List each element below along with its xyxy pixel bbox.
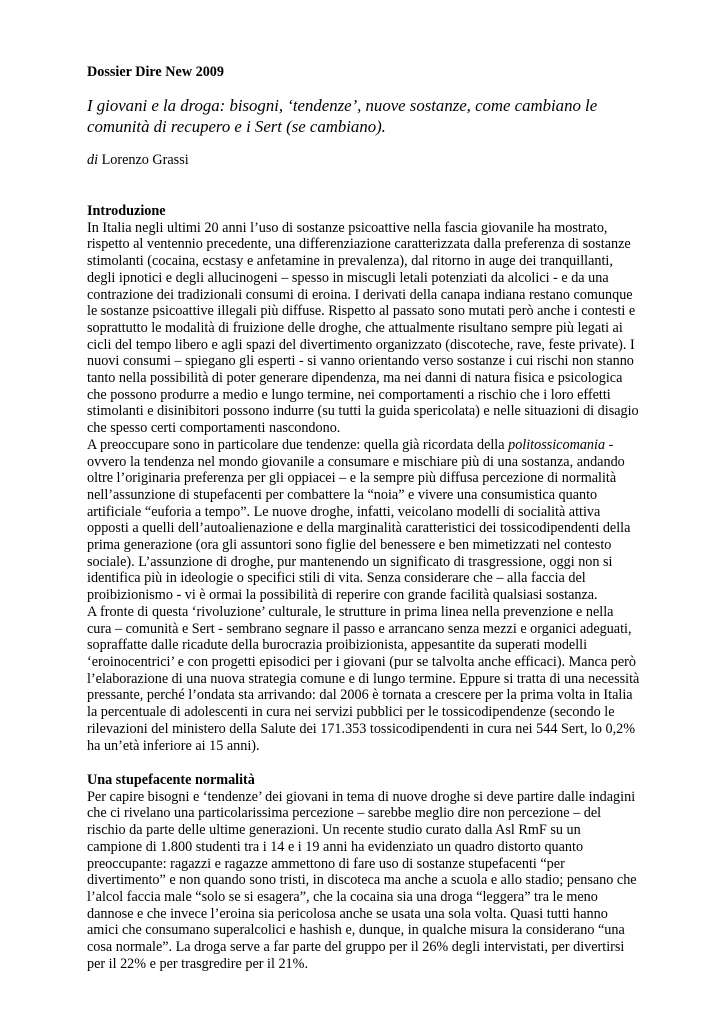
text-run: A fronte di questa ‘rivoluzione’ culturale, le strutture in prima linea nella prevenzione e nella	[87, 603, 614, 620]
text-line	[87, 956, 637, 973]
text-line	[87, 270, 639, 287]
text-line	[87, 537, 639, 554]
text-run: che possono produrre a medio e lungo termine, nei comportamenti a rischio che i loro effetti	[87, 386, 611, 403]
text-line	[87, 520, 639, 537]
text-line	[87, 721, 639, 738]
text-line	[87, 470, 639, 487]
text-run: proibizionismo - vi è ormai la possibilità di reperire con grande facilità qualsiasi sostanza.	[87, 587, 598, 604]
text-line	[87, 220, 639, 237]
text-line	[87, 789, 637, 806]
text-line	[87, 420, 639, 437]
section-heading: Una stupefacente normalità	[87, 772, 255, 788]
text-line	[87, 671, 639, 688]
text-run: Per capire bisogni e ‘tendenze’ dei giovani in tema di nuove droghe si deve partire dalle indagini	[87, 788, 636, 805]
text-line	[87, 403, 639, 420]
text-run: -	[605, 436, 614, 453]
text-run: la percentuale di adolescenti in cura nei servizi pubblici per le tossicodipendenze (secondo le	[87, 704, 615, 721]
text-line	[87, 320, 639, 337]
text-line	[87, 236, 639, 253]
text-run: tanto nella possibilità di poter generare dipendenza, ma nei danni di natura fisica e psicologica	[87, 370, 623, 387]
text-line	[87, 805, 637, 822]
text-run: che ci rivelano una particolarissima percezione – sarebbe meglio dire non percezione – del	[87, 805, 602, 822]
text-line	[87, 687, 639, 704]
text-run: cura – comunità e Sert - sembrano segnare il passo e arrancano senza mezzi e organici adeguati,	[87, 620, 632, 637]
text-run: le sostanze psicoattive illegali più diffuse. Rispetto al passato sono mutati però anche i contesti e	[87, 303, 636, 320]
text-line	[87, 738, 639, 755]
text-run: artificiale “euforia a tempo”. Le nuove droghe, infatti, veicolano modelli di socialità attiva	[87, 503, 601, 520]
text-line	[87, 906, 637, 923]
text-line	[87, 487, 639, 504]
section-body	[87, 220, 639, 755]
byline	[87, 152, 189, 169]
text-run: che spesso certi comportamenti nascondono.	[87, 420, 341, 437]
dossier-label: Dossier Dire New 2009	[87, 64, 224, 80]
text-run: stimolanti e disinibitori possono indurre (su tutti la guida spericolata) e nelle situazioni di disagio	[87, 403, 639, 420]
text-line	[87, 637, 639, 654]
text-line	[87, 822, 637, 839]
text-run: cicli del tempo libero e agli spazi del divertimento organizzato (discoteche, rave, feste private). I	[87, 336, 635, 353]
text-run: rispetto al ventennio precedente, una differenziazione caratterizzata dalla preferenza di sostanze	[87, 236, 631, 253]
text-line	[87, 604, 639, 621]
section-introduction	[87, 203, 639, 754]
text-run: stimolanti (cocaina, ecstasy e anfetamine in prevalenza), dal ritorno in auge dei tranquillanti,	[87, 253, 613, 270]
text-run: preoccupante: ragazzi e ragazze ammettono di fare uso di sostanze stupefacenti “per	[87, 855, 565, 872]
text-run: soprattutto le modalità di fruizione delle droghe, che attualmente risultano sempre più legati ai	[87, 319, 623, 336]
text-run: A preoccupare sono in particolare due tendenze: quella già ricordata della	[87, 436, 509, 453]
text-run: rilevazioni del ministero della Salute dei 171.353 tossicodipendenti in cura nei 544 Sert, lo 0,2%	[87, 720, 636, 737]
byline-prefix: di	[87, 152, 99, 168]
section-stupefacente-normalita	[87, 772, 637, 972]
text-run: cosa normale”. La droga serve a far parte del gruppo per il 26% degli intervistati, per divertirsi	[87, 939, 625, 956]
text-run: ha un’età inferiore ai 15 anni).	[87, 737, 260, 754]
text-line	[87, 454, 639, 471]
title-line: comunità di recupero e i Sert (se cambiano).	[87, 117, 386, 136]
text-line	[87, 872, 637, 889]
text-line	[87, 337, 639, 354]
text-line	[87, 387, 639, 404]
text-run: rischio da parte delle ultime generazioni. Un recente studio curato dalla Asl RmF su un	[87, 822, 581, 839]
text-line	[87, 587, 639, 604]
text-line	[87, 654, 639, 671]
text-run: pressante, perché l’ondata sta arrivando: dal 2006 è tornata a crescere per la prima volta in Italia	[87, 687, 633, 704]
italic-term: politossicomania	[508, 436, 606, 453]
text-run: nuovi consumi – spiegano gli esperti - si vanno orientando verso sostanze i cui rischi non stanno	[87, 353, 634, 370]
text-run: dannose e che invece l’eroina sia pericolosa anche se usata una sola volta. Quasi tutti hanno	[87, 905, 608, 922]
section-body	[87, 789, 637, 973]
text-run: campione di 1.800 studenti tra i 14 e i 19 anni ha evidenziato un quadro distorto quanto	[87, 838, 584, 855]
text-run: sociale). L’assunzione di droghe, pur mantenendo un significato di trasgressione, oggi non si	[87, 553, 613, 570]
section-heading: Introduzione	[87, 203, 166, 219]
article-title	[87, 95, 597, 137]
text-line	[87, 370, 639, 387]
text-line	[87, 839, 637, 856]
text-run: sopraffatte dalle ricadute della burocrazia proibizionista, appesantite da superati modelli	[87, 637, 588, 654]
text-run: nell’assunzione di stupefacenti per combattere la “noia” e vivere una consumistica quanto	[87, 486, 598, 503]
text-run: prima generazione (ora gli assuntori sono figlie del benessere e ben mimetizzati nel contesto	[87, 537, 612, 554]
text-run: l’elaborazione di una nuova strategia comune e di lungo termine. Eppure si tratta di una necessità	[87, 670, 640, 687]
text-run: divertimento” e non quando sono tristi, in discoteca ma anche a scuola e allo stadio; pensano che	[87, 872, 637, 889]
text-run: opposti a quelli dell’autoalienazione e della marginalità caratteristici dei tossicodipendenti della	[87, 520, 631, 537]
text-line	[87, 287, 639, 304]
text-line	[87, 353, 639, 370]
text-run: degli ipnotici e degli allucinogeni – spesso in miscugli letali potenziati da alcolici - e da una	[87, 269, 609, 286]
text-line	[87, 253, 639, 270]
text-line	[87, 939, 637, 956]
text-line	[87, 570, 639, 587]
text-run: contrazione dei tradizionali consumi di eroina. I derivati della canapa indiana restano comunque	[87, 286, 633, 303]
author-name: Lorenzo Grassi	[101, 152, 189, 168]
text-run: l’alcol faccia male “solo se si esagera”, che la cocaina sia una droga “leggera” tra le meno	[87, 888, 598, 905]
text-line	[87, 303, 639, 320]
text-line	[87, 704, 639, 721]
text-run: identifica più in ideologie o specifici stili di vita. Senza considerare che – alla faccia del	[87, 570, 586, 587]
text-line	[87, 856, 637, 873]
text-run: oltre l’originaria preferenza per gli oppiacei – e la sempre più diffusa percezione di normalità	[87, 470, 617, 487]
text-run: ‘eroinocentrici’ e con progetti episodici per i giovani (pur se talvolta anche efficaci). Manca però	[87, 653, 637, 670]
text-line	[87, 889, 637, 906]
text-line	[87, 504, 639, 521]
text-run: ovvero la tendenza nel mondo giovanile a consumare e mischiare più di una sostanza, andando	[87, 453, 625, 470]
text-run: amici che consumano superalcolici e hashish e, dunque, in qualche misura la considerano “una	[87, 922, 625, 939]
text-line	[87, 437, 639, 454]
text-run: In Italia negli ultimi 20 anni l’uso di sostanze psicoattive nella fascia giovanile ha mostrato,	[87, 219, 608, 236]
title-line: I giovani e la droga: bisogni, ‘tendenze’, nuove sostanze, come cambiano le	[87, 96, 598, 115]
text-line	[87, 554, 639, 571]
text-line	[87, 621, 639, 638]
text-run: per il 22% e per trasgredire per il 21%.	[87, 955, 309, 972]
text-line	[87, 922, 637, 939]
